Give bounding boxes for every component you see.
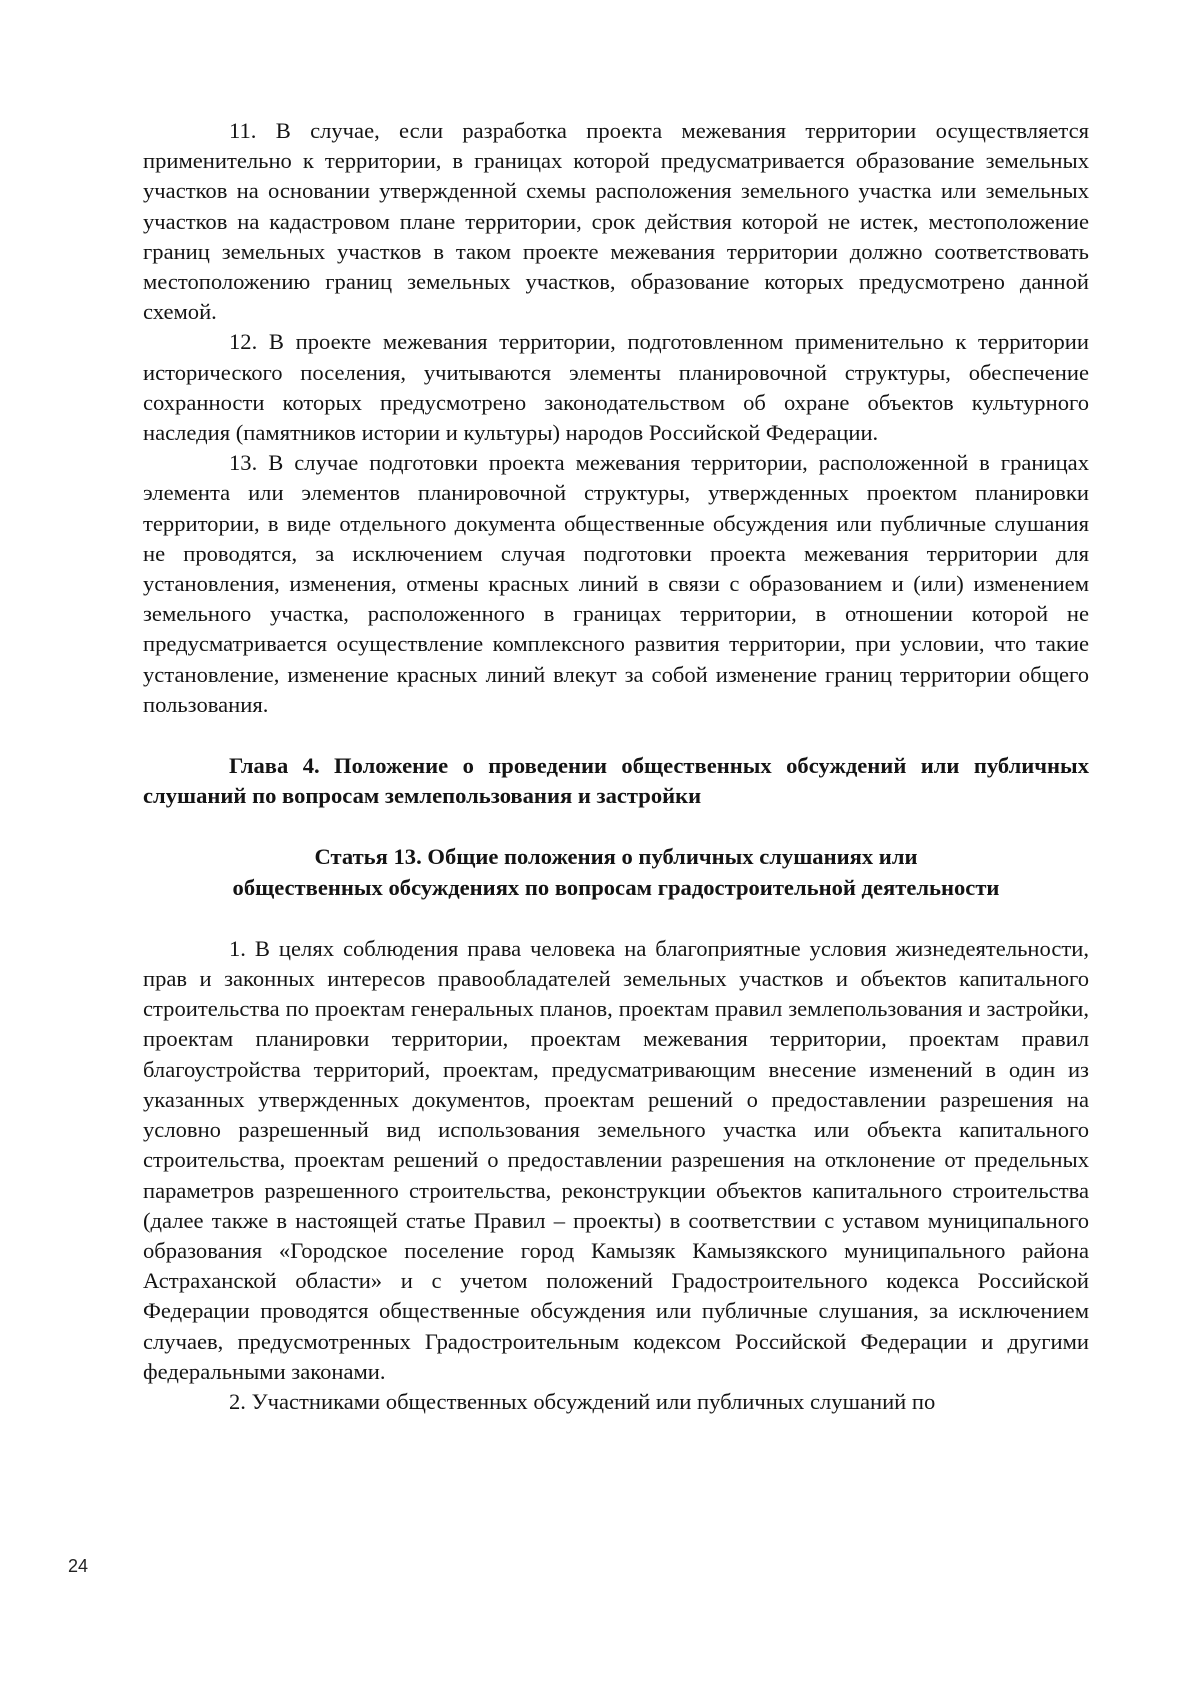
paragraph-13: 13. В случае подготовки проекта межевания территории, расположенной в границах элемента или элементов планировочной структуры, утвержденных проектом планировки территории, в виде отдельного документа общественные обсуждения или публичные слушания не проводятся, за исключением случая подготовки проекта межевания территории для установления, изменения, отмены красных линий в связи с образованием и (или) изменением земельного участка, расположенного в границах территории, в отношении которой не предусматривается осуществление комплексного развития территории, при условии, что такие установление, изменение красных линий влекут за собой изменение границ территории общего пользования.	[143, 450, 1089, 717]
article-heading-line-2: общественных обсуждениях по вопросам градостроительной деятельности	[232, 874, 1000, 900]
article-heading	[143, 842, 1089, 902]
page-number: 24	[68, 1556, 89, 1576]
paragraph-art13-2: 2. Участниками общественных обсуждений или публичных слушаний по	[229, 1388, 936, 1414]
paragraph-11: 11. В случае, если разработка проекта межевания территории осуществляется применительно к территории, в границах которой предусматривается образование земельных участков на основании утвержденной схемы расположения земельного участка или земельных участков на кадастровом плане территории, срок действия которой не истек, местоположение границ земельных участков в таком проекте межевания территории должно соответствовать местоположению границ земельных участков, образование которых предусмотрено данной схемой.	[143, 118, 1089, 325]
paragraph-art13-1: 1. В целях соблюдения права человека на благоприятные условия жизнедеятельности, прав и законных интересов правообладателей земельных участков и объектов капитального строительства по проектам генеральных планов, проектам правил землепользования и застройки, проектам планировки территории, проектам межевания территории, проектам правил благоустройства территорий, проектам, предусматривающим внесение изменений в один из указанных утвержденных документов, проектам решений о предоставлении разрешения на условно разрешенный вид использования земельного участка или объекта капитального строительства, проектам решений о предоставлении разрешения на отклонение от предельных параметров разрешенного строительства, реконструкции объектов капитального строительства (далее также в настоящей статье Правил – проекты) в соответствии с уставом муниципального образования «Городское поселение город Камызяк Камызякского муниципального района Астраханской области» и с учетом положений Градостроительного кодекса Российской Федерации проводятся общественные обсуждения или публичные слушания, за исключением случаев, предусмотренных Градостроительным кодексом Российской Федерации и другими федеральными законами.	[143, 935, 1089, 1384]
paragraph-12: 12. В проекте межевания территории, подготовленном применительно к территории исторического поселения, учитываются элементы планировочной структуры, обеспечение сохранности которых предусмотрено законодательством об охране объектов культурного наследия (памятников истории и культуры) народов Российской Федерации.	[143, 329, 1089, 446]
spacer	[143, 903, 1089, 934]
article-heading-line-1: Статья 13. Общие положения о публичных слушаниях или	[314, 844, 918, 870]
chapter-heading: Глава 4. Положение о проведении общественных обсуждений или публичных слушаний по вопросам землепользования и застройки	[143, 753, 1089, 809]
document-body	[143, 116, 1089, 1417]
